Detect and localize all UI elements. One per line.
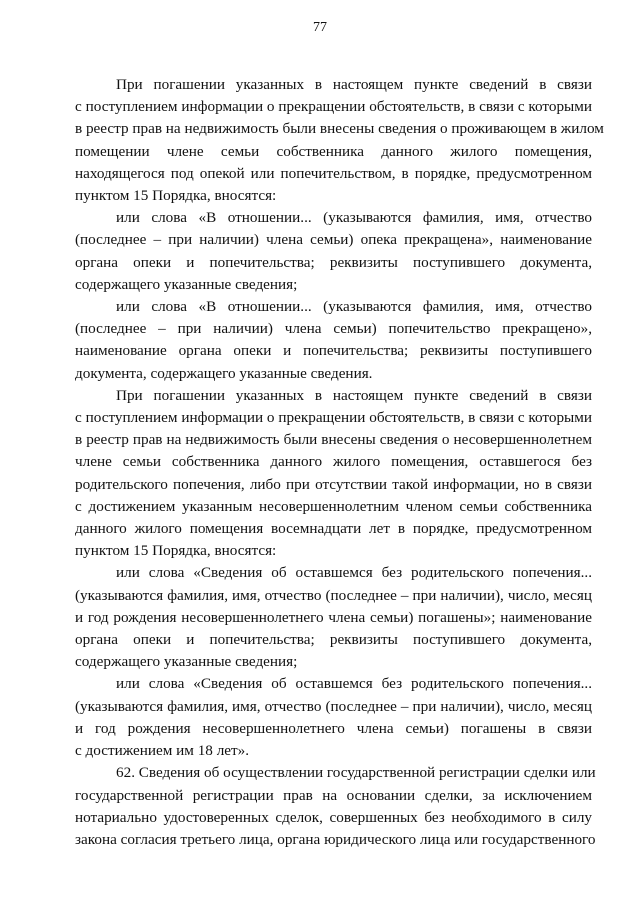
text-line: органа опеки и попечительства; реквизиты поступившего документа, xyxy=(75,253,592,271)
paragraph xyxy=(75,207,592,296)
text-line: (указываются фамилия, имя, отчество (последнее – при наличии), число, месяц xyxy=(75,586,592,604)
text-line: находящегося под опекой или попечительством, в порядке, предусмотренном xyxy=(75,164,592,182)
document-body xyxy=(75,74,604,851)
text-line: 62. Сведения об осуществлении государственной регистрации сделки или xyxy=(116,764,596,782)
text-line: с достижением указанным несовершеннолетним членом семьи собственника xyxy=(75,497,592,515)
text-line: (указываются фамилия, имя, отчество (последнее – при наличии), число, месяц xyxy=(75,697,592,715)
text-line: содержащего указанные сведения; xyxy=(75,653,298,671)
text-line: (последнее – при наличии) члена семьи) попечительство прекращено», xyxy=(75,320,592,338)
text-line: данного жилого помещения восемнадцати лет в порядке, предусмотренном xyxy=(75,520,592,538)
text-line: наименование органа опеки и попечительства; реквизиты поступившего xyxy=(75,342,592,360)
text-line: пунктом 15 Порядка, вносятся: xyxy=(75,542,277,560)
paragraph xyxy=(75,296,592,385)
text-line: нотариально удостоверенных сделок, совершенных без необходимого в силу xyxy=(75,808,592,826)
text-line: в реестр прав на недвижимость были внесены сведения о проживающем в жилом xyxy=(75,120,604,138)
text-line: содержащего указанные сведения; xyxy=(75,275,298,293)
text-line: члене семьи собственника данного жилого помещения, оставшегося без xyxy=(75,453,592,471)
text-line: При погашении указанных в настоящем пункте сведений в связи xyxy=(116,76,592,93)
text-line: родительского попечения, либо при отсутствии такой информации, но в связи xyxy=(75,475,592,493)
text-line: (последнее – при наличии) члена семьи) опека прекращена», наименование xyxy=(75,231,592,249)
text-line: с достижением им 18 лет». xyxy=(75,742,250,760)
text-line: или слова «В отношении... (указываются фамилия, имя, отчество xyxy=(116,209,592,227)
text-line: или слова «Сведения об оставшемся без родительского попечения... xyxy=(116,675,592,693)
text-line: или слова «В отношении... (указываются фамилия, имя, отчество xyxy=(116,298,592,316)
text-line: или слова «Сведения об оставшемся без родительского попечения... xyxy=(116,564,592,582)
text-line: пунктом 15 Порядка, вносятся: xyxy=(75,187,277,205)
page-number: 77 xyxy=(313,20,327,35)
paragraph xyxy=(75,385,592,563)
text-line: помещении члене семьи собственника данного жилого помещения, xyxy=(75,142,592,160)
text-line: закона согласия третьего лица, органа юридического лица или государственного xyxy=(75,830,596,848)
paragraph xyxy=(75,562,592,673)
text-line: и год рождения несовершеннолетнего члена семьи) погашены в связи xyxy=(75,719,592,737)
paragraph xyxy=(75,762,596,851)
text-line: в реестр прав на недвижимость были внесены сведения о несовершеннолетнем xyxy=(75,431,592,449)
text-line: При погашении указанных в настоящем пункте сведений в связи xyxy=(116,386,592,404)
text-line: государственной регистрации прав на основании сделки, за исключением xyxy=(75,786,592,804)
text-line: органа опеки и попечительства; реквизиты поступившего документа, xyxy=(75,631,592,649)
paragraph xyxy=(75,673,592,762)
text-line: с поступлением информации о прекращении обстоятельств, в связи с которыми xyxy=(75,409,592,427)
text-line: с поступлением информации о прекращении обстоятельств, в связи с которыми xyxy=(75,98,592,116)
text-line: и год рождения несовершеннолетнего члена семьи) погашены»; наименование xyxy=(75,608,592,626)
text-line: документа, содержащего указанные сведения. xyxy=(75,364,373,382)
paragraph xyxy=(75,74,604,207)
